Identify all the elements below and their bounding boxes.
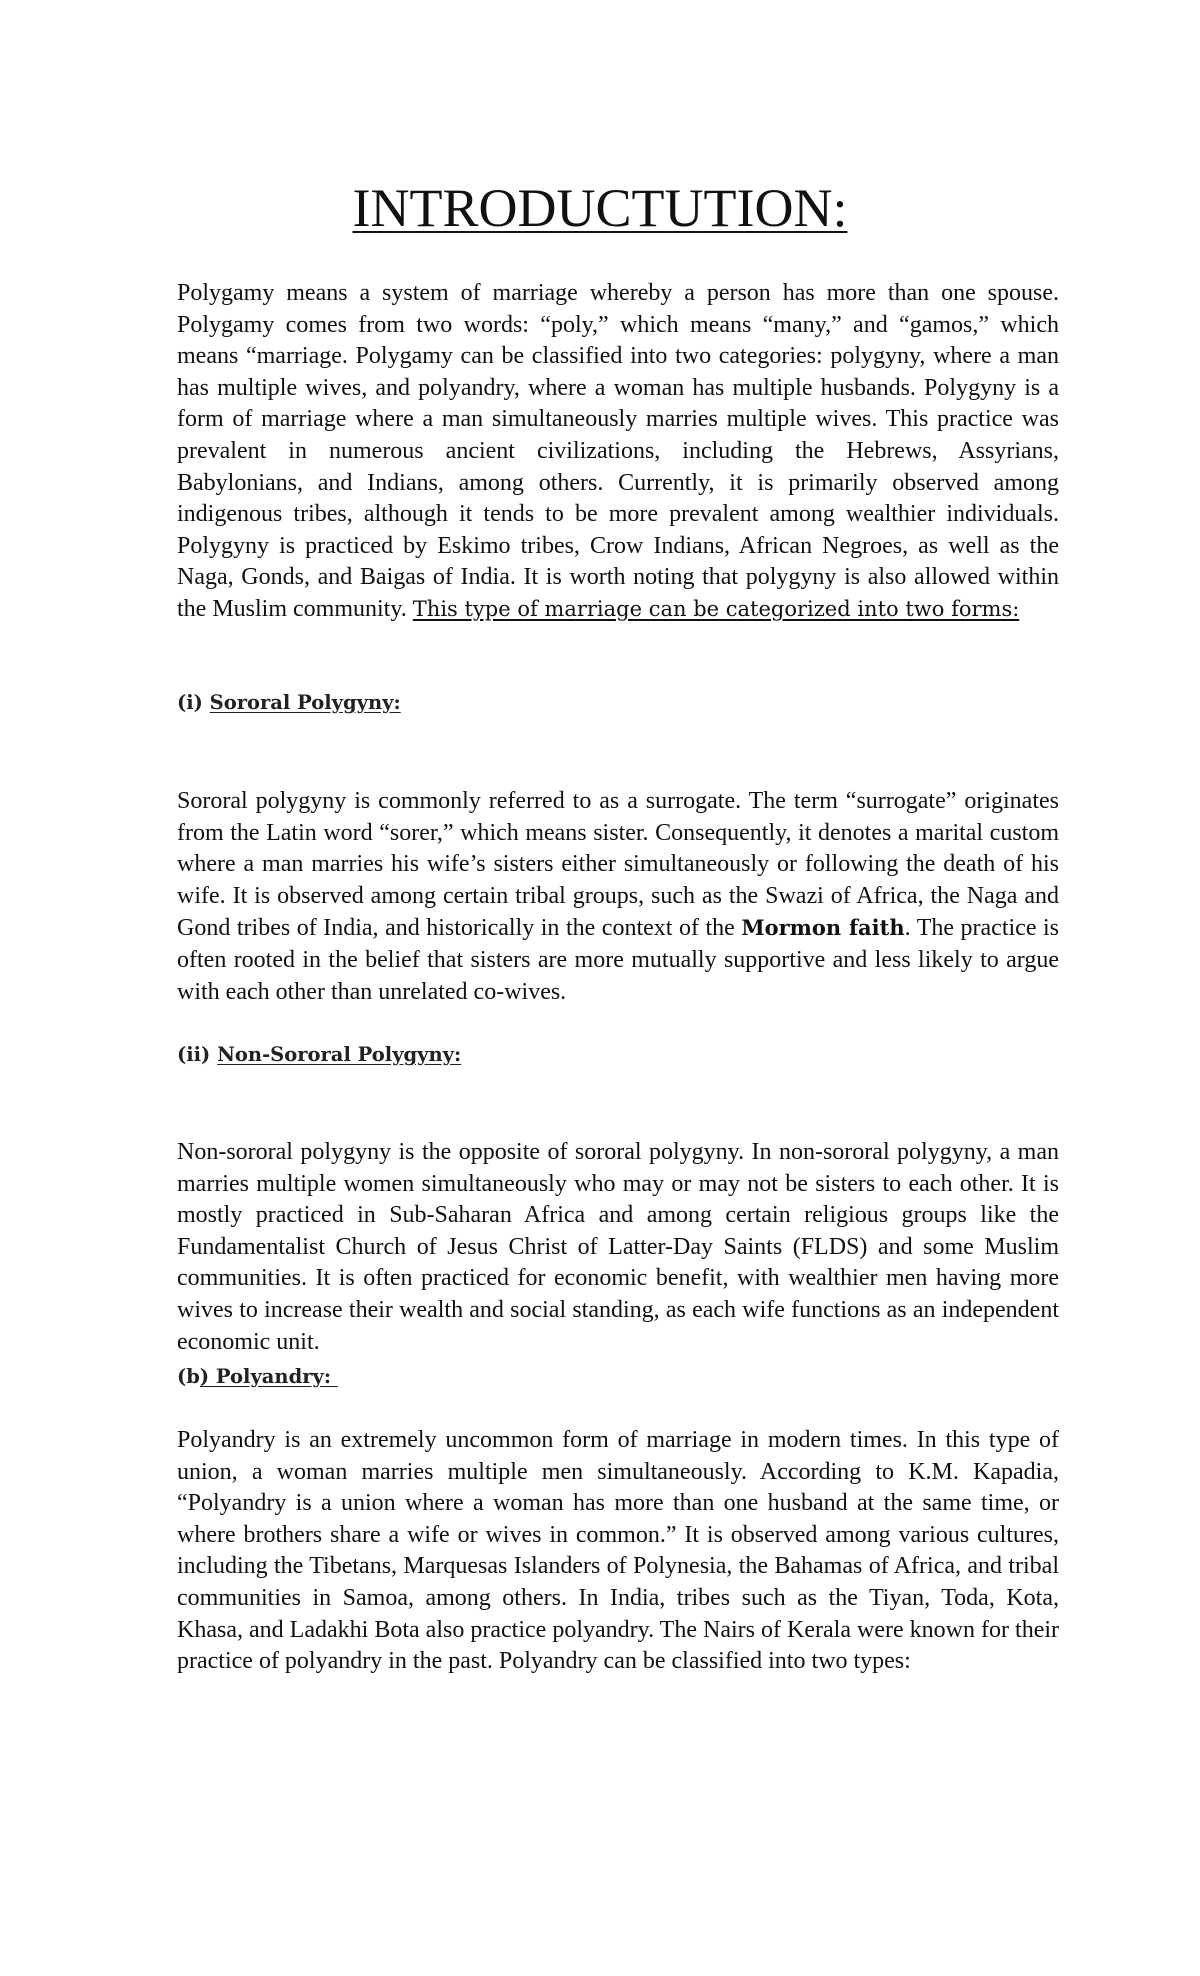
- title-text: INTRODUCTUTION:: [352, 178, 848, 238]
- sororal-paragraph: [177, 786, 1059, 1008]
- section-heading-non-sororal: [177, 1040, 461, 1070]
- intro-text: Polygamy means a system of marriage whereby a person has more than one spouse. Polygamy comes from two words: “poly,” which means “many,” and “gamos,” which means “marriage. Polygamy can be classified into two categories: polygyny, where a man has multiple wives, and polyandry, where a woman has multiple husbands. Polygyny is a form of marriage where a man simultaneously marries multiple wives. This practice was prevalent in numerous ancient civilizations, including the Hebrews, Assyrians, Babylonians, and Indians, among others. Currently, it is primarily observed among indigenous tribes, although it tends to be more prevalent among wealthier individuals. Polygyny is practiced by Eskimo tribes, Crow Indians, African Negroes, as well as the Naga, Gonds, and Baigas of India. It is worth noting that polygyny is also allowed within the Muslim community.: [177, 280, 1059, 622]
- intro-underlined-text: This type of marriage can be categorized into two forms:: [412, 596, 1020, 621]
- heading-prefix: (b: [177, 1365, 200, 1388]
- page-title: [0, 176, 1200, 240]
- non-sororal-paragraph: [177, 1137, 1059, 1358]
- bold-term: Mormon faith: [741, 915, 905, 941]
- heading-label: ) Polyandry:: [199, 1365, 338, 1388]
- non-sororal-text: Non-sororal polygyny is the opposite of sororal polygyny. In non-sororal polygyny, a man marries multiple women simultaneously who may or may not be sisters to each other. It is mostly practiced in Sub-Saharan Africa and among certain religious groups like the Fundamentalist Church of Jesus Christ of Latter-Day Saints (FLDS) and some Muslim communities. It is often practiced for economic benefit, with wealthier men having more wives to increase their wealth and social standing, as each wife functions as an independent economic unit.: [177, 1139, 1059, 1355]
- heading-label: Sororal Polygyny:: [209, 691, 401, 714]
- heading-prefix: (ii): [177, 1043, 218, 1066]
- intro-paragraph: [177, 278, 1059, 626]
- section-heading-polyandry: [177, 1362, 338, 1392]
- polyandry-text: Polyandry is an extremely uncommon form of marriage in modern times. In this type of union, a woman marries multiple men simultaneously. According to K.M. Kapadia, “Polyandry is a union where a woman has more than one husband at the same time, or where brothers share a wife or wives in common.” It is observed among various cultures, including the Tibetans, Marquesas Islanders of Polynesia, the Bahamas of Africa, and tribal communities in Samoa, among others. In India, tribes such as the Tiyan, Toda, Kota, Khasa, and Ladakhi Bota also practice polyandry. The Nairs of Kerala were known for their practice of polyandry in the past. Polyandry can be classified into two types:: [177, 1427, 1059, 1675]
- heading-prefix: (i): [177, 691, 210, 714]
- sororal-text-end: . The practice is often rooted in the belief that sisters are more mutually supportive and less likely to argue with each other than unrelated co-wives.: [177, 915, 1060, 1005]
- polyandry-paragraph: [177, 1425, 1059, 1678]
- sororal-text: Sororal polygyny is commonly referred to as a surrogate. The term “surrogate” originates from the Latin word “sorer,” which means sister. Consequently, it denotes a marital custom where a man marries his wife’s sisters either simultaneously or following the death of his wife. It is observed among certain tribal groups, such as the Swazi of Africa, the Naga and Gond tribes of India, and historically in the context of the: [177, 788, 1059, 942]
- heading-label: Non-Sororal Polygyny:: [217, 1043, 462, 1066]
- section-heading-sororal: [177, 688, 401, 718]
